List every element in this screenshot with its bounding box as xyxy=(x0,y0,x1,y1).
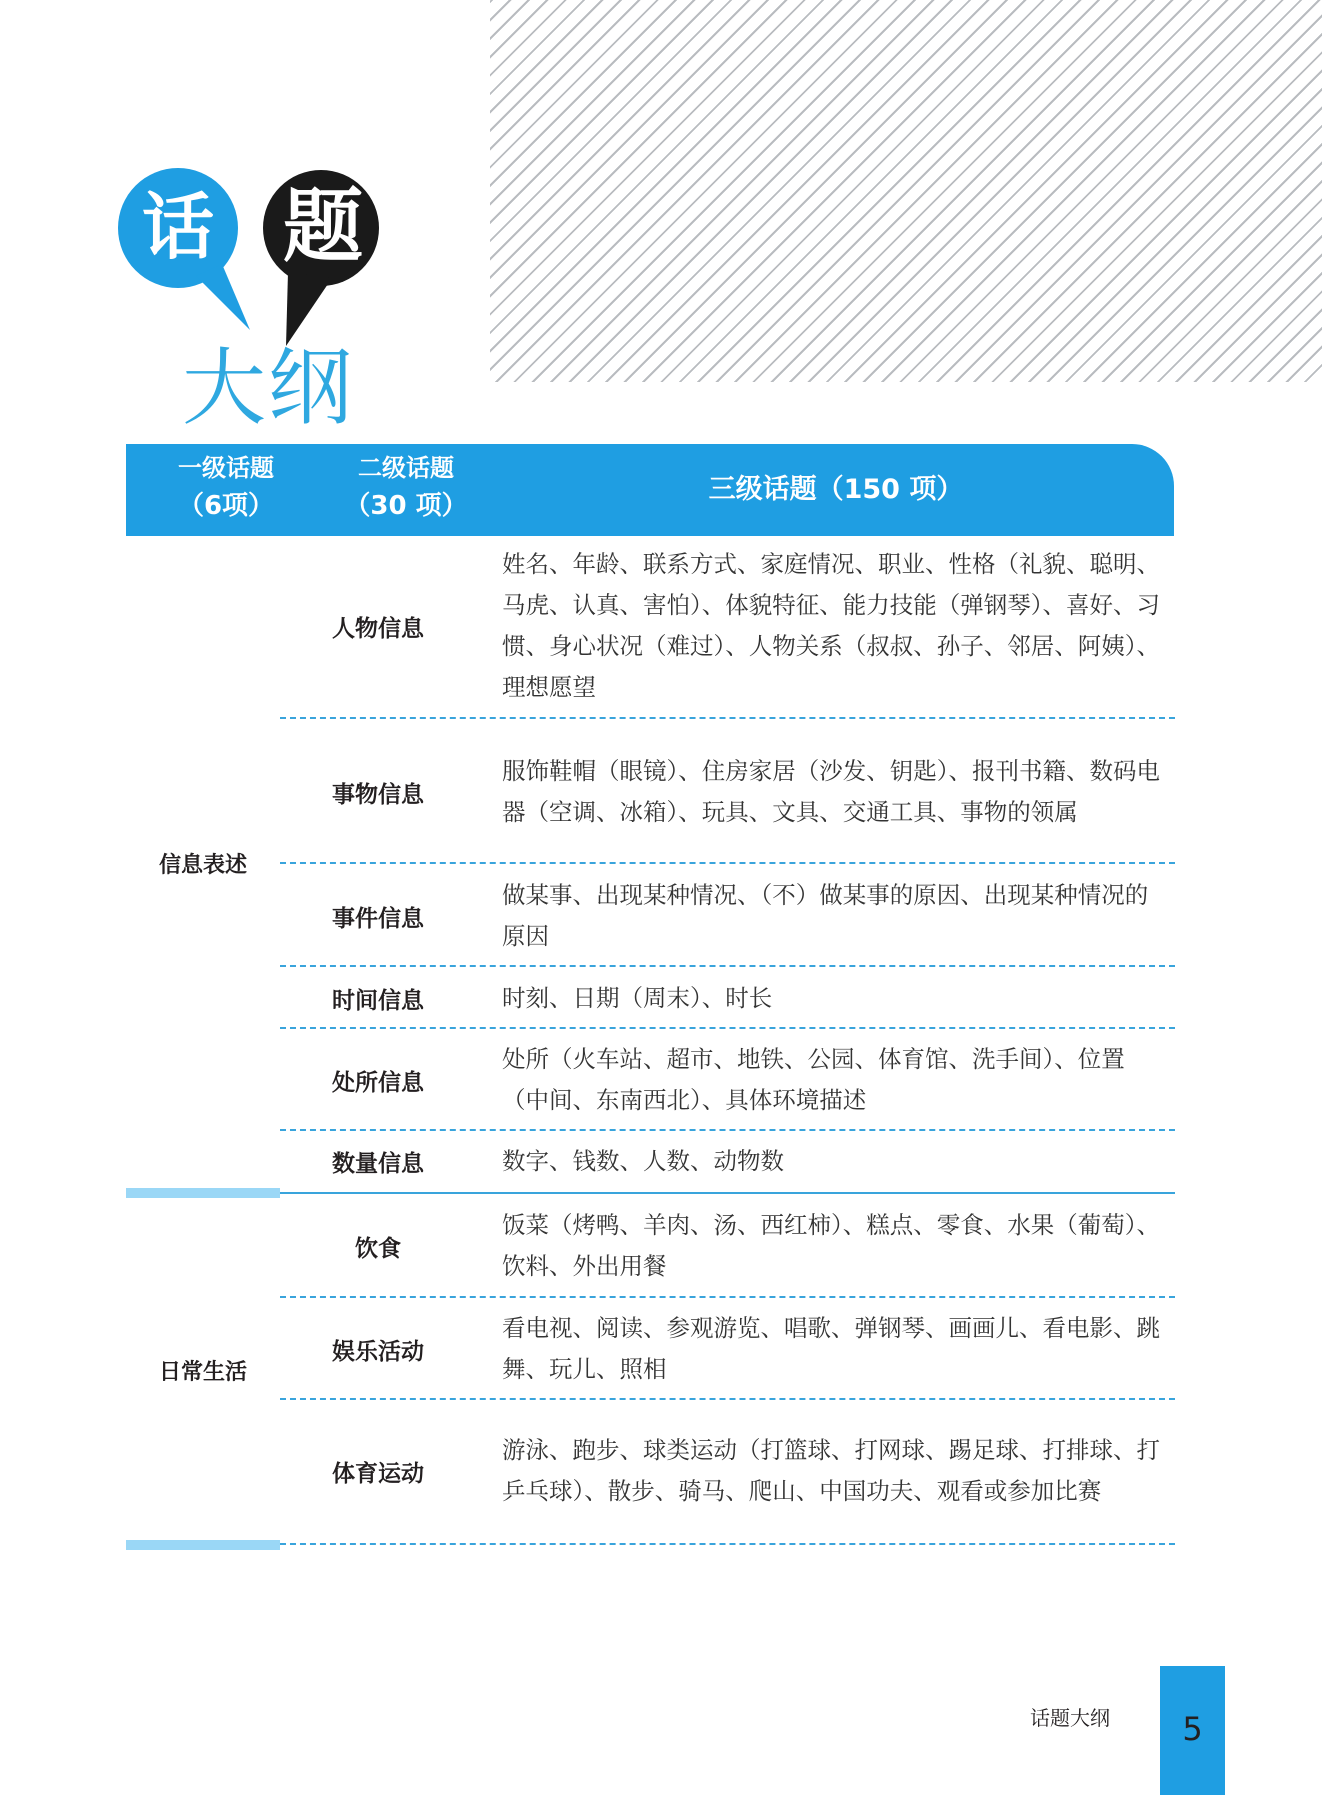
table-row xyxy=(280,722,1175,862)
level3-topics: 数字、钱数、人数、动物数 xyxy=(502,1146,784,1175)
header-level1 xyxy=(136,450,316,526)
table-row xyxy=(280,1300,1175,1398)
row-divider xyxy=(280,1296,1175,1298)
row-divider xyxy=(280,1129,1175,1131)
header-level1-count: （6项） xyxy=(177,491,275,521)
level3-topics: 游泳、跑步、球类运动（打篮球、打网球、踢足球、打排球、打乒乓球）、散步、骑马、爬山、中国功夫、观看或参加比赛 xyxy=(502,1436,1160,1505)
title-char-2: 题 xyxy=(283,180,363,273)
level2-topic: 时间信息 xyxy=(332,987,424,1014)
group-divider-bar xyxy=(126,1540,280,1550)
table-row xyxy=(280,1133,1175,1189)
level2-topic: 数量信息 xyxy=(332,1150,424,1177)
table-header xyxy=(126,444,1174,536)
page-number-tab xyxy=(1160,1666,1225,1795)
row-divider xyxy=(280,1027,1175,1029)
level1-topic-info: 信息表述 xyxy=(158,853,247,878)
table-row xyxy=(280,1402,1175,1540)
level2-topic: 处所信息 xyxy=(332,1069,424,1096)
level3-topics: 服饰鞋帽（眼镜）、住房家居（沙发、钥匙）、报刊书籍、数码电器（空调、冰箱）、玩具、文具、交通工具、事物的领属 xyxy=(502,757,1160,826)
title-char-1: 话 xyxy=(141,185,215,269)
table-row xyxy=(280,540,1175,712)
level2-topic: 饮食 xyxy=(355,1235,401,1262)
table-row xyxy=(280,969,1175,1027)
group-divider-line xyxy=(280,1192,1175,1194)
header-level1-label: 一级话题 xyxy=(178,454,274,482)
level3-topics: 饭菜（烤鸭、羊肉、汤、西红柿）、糕点、零食、水果（葡萄）、饮料、外出用餐 xyxy=(502,1211,1160,1280)
title-subtitle: 大纲 xyxy=(182,339,355,437)
level2-topic: 体育运动 xyxy=(332,1460,424,1487)
level2-topic: 娱乐活动 xyxy=(332,1338,424,1365)
row-divider xyxy=(280,717,1175,719)
level3-topics: 做某事、出现某种情况、（不）做某事的原因、出现某种情况的原因 xyxy=(502,881,1149,950)
footer-section-title: 话题大纲 xyxy=(1030,1706,1110,1730)
header-level2 xyxy=(306,450,506,526)
level3-topics: 处所（火车站、超市、地铁、公园、体育馆、洗手间）、位置（中间、东南西北）、具体环境描述 xyxy=(502,1045,1125,1114)
row-divider xyxy=(280,862,1175,864)
row-divider xyxy=(280,1398,1175,1400)
level3-topics: 时刻、日期（周末）、时长 xyxy=(502,983,773,1012)
row-divider xyxy=(280,965,1175,967)
table-row xyxy=(280,1031,1175,1129)
decorative-hatch-pattern xyxy=(490,0,1322,382)
page-number: 5 xyxy=(1182,1710,1203,1748)
table-row xyxy=(280,866,1175,966)
level2-topic: 人物信息 xyxy=(332,615,424,642)
header-level2-count: （30 项） xyxy=(344,491,468,521)
level3-topics: 姓名、年龄、联系方式、家庭情况、职业、性格（礼貌、聪明、马虎、认真、害怕）、体貌特征、能力技能（弹钢琴）、喜好、习惯、身心状况（难过）、人物关系（叔叔、孙子、邻居、阿姨）、理想愿望 xyxy=(502,550,1160,701)
header-level3: 三级话题（150 项） xyxy=(708,474,964,505)
level3-topics: 看电视、阅读、参观游览、唱歌、弹钢琴、画画儿、看电影、跳舞、玩儿、照相 xyxy=(502,1314,1160,1383)
row-divider xyxy=(280,1543,1175,1545)
level1-topic-daily-life: 日常生活 xyxy=(158,1360,247,1385)
header-level2-label: 二级话题 xyxy=(358,454,454,482)
level2-topic: 事物信息 xyxy=(332,781,424,808)
level2-topic: 事件信息 xyxy=(332,905,424,932)
group-divider-bar xyxy=(126,1188,280,1198)
table-row xyxy=(280,1196,1175,1296)
